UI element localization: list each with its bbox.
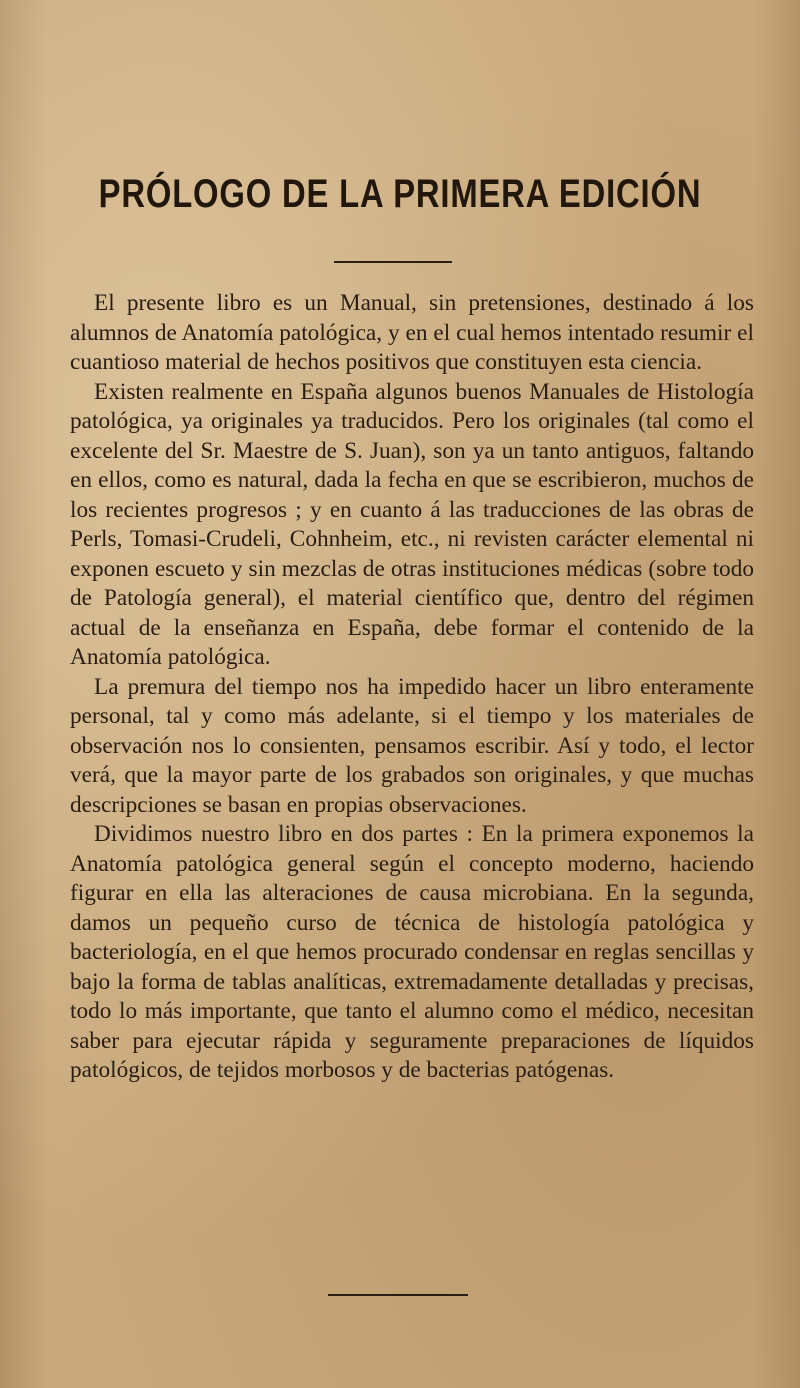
end-divider	[328, 1294, 468, 1296]
prologue-body	[70, 289, 754, 1086]
paragraph: Dividimos nuestro libro en dos partes : En la primera exponemos la Anatomía patológica general según el concepto moderno, haciendo figurar en ella las alteraciones de causa microbiana. En la segunda, damos un pequeño curso de técnica de histología patológica y bacteriología, en el que hemos procurado condensar en reglas sencillas y bajo la forma de tablas analíticas, extremadamente detalladas y precisas, todo lo más importante, que tanto el alumno como el médico, necesitan saber para ejecutar rápida y seguramente preparaciones de líquidos patológicos, de tejidos morbosos y de bacterias patógenas.	[70, 821, 754, 1083]
paragraph: El presente libro es un Manual, sin pretensiones, destinado á los alumnos de Anatomía patológica, y en el cual hemos intentado resumir el cuantioso material de hechos positivos que constituyen esta ciencia.	[70, 290, 754, 375]
page-title: PRÓLOGO DE LA PRIMERA EDICIÓN	[98, 172, 702, 216]
paragraph: Existen realmente en España algunos buenos Manuales de Histología patológica, ya originales ya traducidos. Pero los originales (tal como el excelente del Sr. Maestre de S. Juan), son ya un tanto antiguos, faltando en ellos, como es natural, dada la fecha en que se escribieron, muchos de los recientes progresos ; y en cuanto á las traducciones de las obras de Perls, Tomasi-Crudeli, Cohnheim, etc., ni revisten carácter elemental ni exponen escueto y sin mezclas de otras instituciones médicas (sobre todo de Patología general), el material científico que, dentro del régimen actual de la enseñanza en España, debe formar el contenido de la Anatomía patológica.	[70, 378, 754, 670]
title-divider	[334, 261, 452, 263]
paragraph: La premura del tiempo nos ha impedido hacer un libro enteramente personal, tal y como más adelante, si el tiempo y los materiales de observación nos lo consienten, pensamos escribir. Así y todo, el lector verá, que la mayor parte de los grabados son originales, y que muchas descripciones se basan en propias observaciones.	[70, 673, 754, 818]
